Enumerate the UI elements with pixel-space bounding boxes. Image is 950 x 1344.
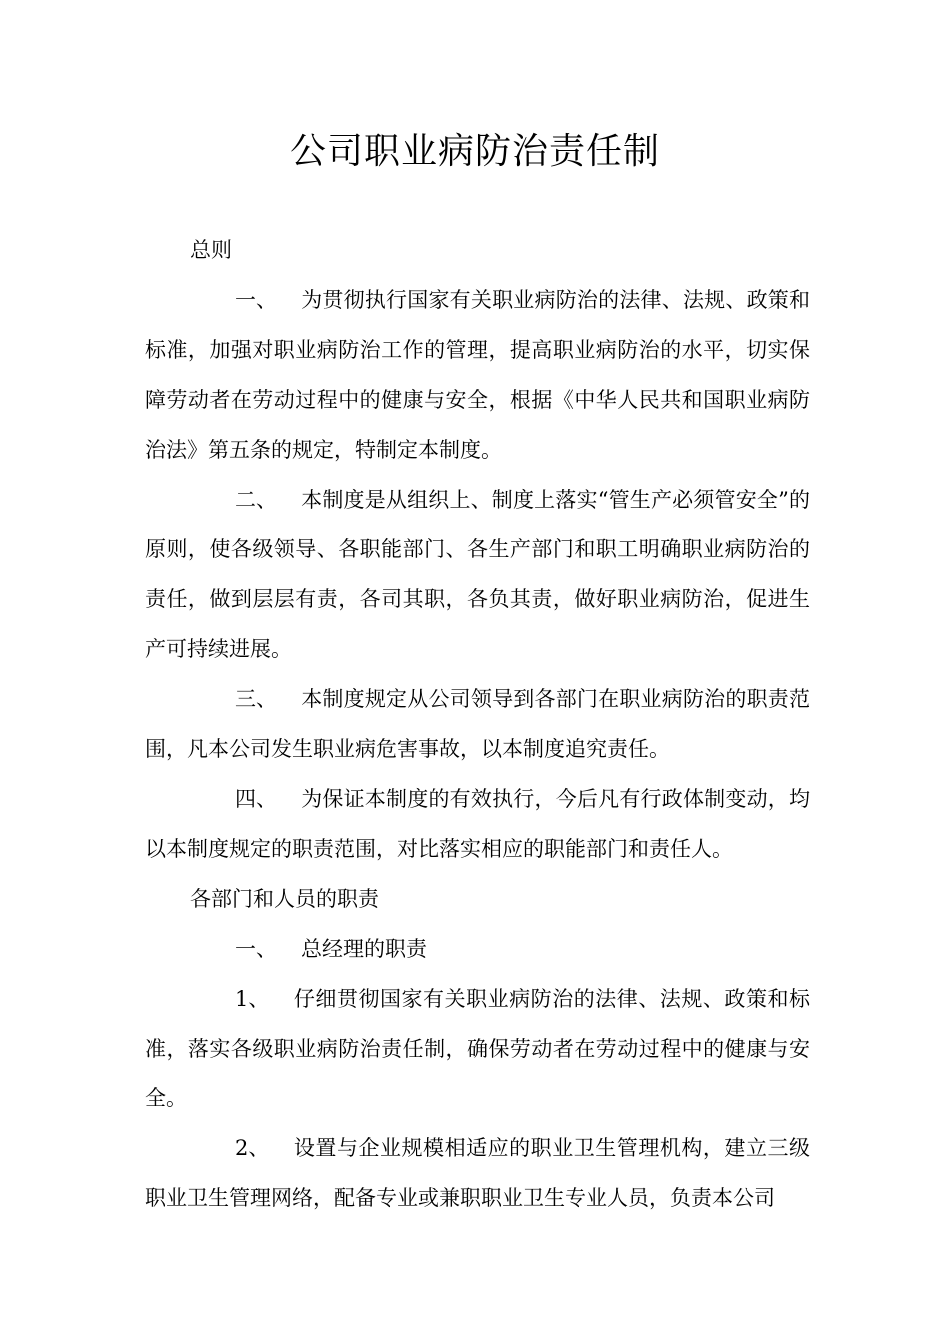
paragraph	[145, 775, 810, 875]
paragraph	[145, 975, 810, 1125]
paragraph-number: 一、	[235, 287, 277, 312]
paragraph-number: 2、	[235, 1136, 270, 1161]
paragraph-text: 总则	[190, 238, 232, 262]
paragraph-text: 为贯彻执行国家有关职业病防治的法律、法规、政策和标准，加强对职业病防治工作的管理，提高职业病防治的水平，切实保障劳动者在劳动过程中的健康与安全，根据《中华人民共和国职业病防治法》第五条的规定，特制定本制度。	[145, 287, 810, 462]
paragraph	[145, 875, 810, 925]
paragraph	[145, 226, 810, 276]
paragraph	[145, 276, 810, 476]
paragraph-number: 一、	[235, 936, 277, 961]
paragraph-number: 二、	[235, 487, 277, 512]
paragraph-number: 三、	[235, 687, 277, 712]
paragraph-text: 各部门和人员的职责	[190, 886, 379, 911]
paragraph-text: 为保证本制度的有效执行，今后凡有行政体制变动，均以本制度规定的职责范围，对比落实相应的职能部门和责任人。	[145, 786, 810, 861]
paragraph	[145, 925, 810, 975]
paragraph	[145, 1124, 810, 1224]
paragraph-number: 四、	[235, 786, 277, 811]
paragraph-number: 1、	[235, 986, 270, 1011]
paragraph-text: 本制度规定从公司领导到各部门在职业病防治的职责范围，凡本公司发生职业病危害事故，以本制度追究责任。	[145, 687, 810, 762]
paragraph	[145, 476, 810, 676]
document-body	[145, 226, 810, 1224]
paragraph-text: 本制度是从组织上、制度上落实“管生产必须管安全”的原则，使各级领导、各职能部门、各生产部门和职工明确职业病防治的责任，做到层层有责，各司其职，各负其责，做好职业病防治，促进生产可持续进展。	[145, 487, 810, 662]
paragraph-text: 设置与企业规模相适应的职业卫生管理机构，建立三级职业卫生管理网络，配备专业或兼职职业卫生专业人员，负责本公司	[145, 1136, 810, 1211]
paragraph-text: 仔细贯彻国家有关职业病防治的法律、法规、政策和标准，落实各级职业病防治责任制，确保劳动者在劳动过程中的健康与安全。	[145, 986, 810, 1111]
paragraph-text: 总经理的职责	[301, 936, 427, 961]
document-title: 公司职业病防治责任制	[289, 131, 660, 172]
paragraph	[145, 675, 810, 775]
